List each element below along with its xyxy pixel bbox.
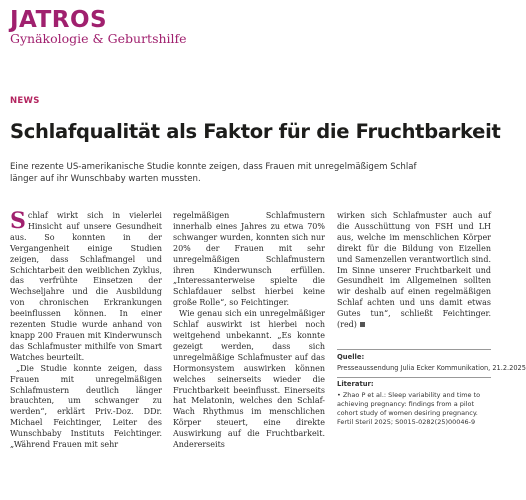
article-lead: Eine rezente US-amerikanische Studie konnte zeigen, dass Frauen mit unregelmäßigem Schlaf länger auf ihr Wunschbaby warten mussten. (10, 162, 417, 185)
article-column-1 (10, 208, 162, 451)
article-column-2 (173, 211, 325, 451)
paragraph (10, 208, 162, 364)
logo-subtitle: Gynäkologie & Geburtshilfe (10, 31, 187, 46)
drop-cap: S (10, 208, 26, 234)
paragraph (337, 211, 491, 331)
journal-logo (10, 7, 187, 46)
paragraph: Wie genau sich ein unregelmäßiger Schlaf auswirkt ist hierbei noch weitgehend unbekannt. „Es konnte gezeigt werden, dass sich unregelmäßige Schlafmuster auf das Hormonsystem auswirken können welches seinerseits wieder die Fruchtbarkeit beeinflusst. Einerseits hat Melatonin, welches den Schlaf-Wach Rhythmus im menschlichen Körper steuert, eine direkte Auswirkung auf die Fruchtbarkeit. Andererseits (173, 309, 325, 450)
literature-text: Zhao P et al.: Sleep variability and time to achieving pregnancy: findings from a pilot cohort study of women desiring pregnancy. Fertil Steril 2025; S0015-0282(25)00046-9 (337, 391, 481, 426)
source-divider (337, 349, 491, 350)
paragraph: „Die Studie konnte zeigen, dass Frauen mit unregelmäßigen Schlafmustern deutlich länger brauchten, um schwanger zu werden“, erklärt Priv.-Doz. DDr. Michael Feichtinger, Leiter des Wunschbaby Instituts Feichtinger. „Während Frauen mit sehr (10, 363, 162, 450)
literature-entry (337, 391, 493, 427)
source-text: Presseaussendung Julia Ecker Kommunikation, 21.2.2025 (337, 364, 526, 372)
logo-title: JATROS (10, 7, 108, 33)
article-column-3 (337, 211, 491, 331)
literature-divider (337, 377, 491, 378)
literature-label: Literatur: (337, 380, 374, 388)
section-label: NEWS (10, 96, 40, 106)
article-headline: Schlafqualität als Faktor für die Fruchtbarkeit (10, 120, 501, 143)
paragraph: regelmäßigen Schlafmustern innerhalb eines Jahres zu etwa 70% schwanger wurden, konnten sich nur 20% der Frauen mit sehr unregelmäßigen Schlafmustern ihren Kinderwunsch erfüllen. „Interessanterweise spielte die Schlafdauer selbst hierbei keine große Rolle“, so Feichtinger. (173, 211, 325, 308)
source-label: Quelle: (337, 353, 365, 361)
paragraph-text: wirken sich Schlafmuster auch auf die Ausschüttung von FSH und LH aus, welche im menschlichen Körper direkt für die Bildung von Eizellen und Samenzellen verantwortlich sind. Im Sinne unserer Fruchtbarkeit und Gesundheit im Allgemeinen sollten wir deshalb auf einen regelmäßigen Schlaf achten und uns damit etwas Gutes tun“, schließt Feichtinger. (red) (337, 211, 491, 330)
end-mark-icon (360, 322, 365, 327)
bullet-icon: • (337, 391, 341, 399)
paragraph-text: chlaf wirkt sich in vielerlei Hinsicht auf unsere Gesundheit aus. So konnten in der Vergangenheit einige Studien zeigen, dass Schlafmangel und Schichtarbeit den weiblichen Zyklus, das verfrühte Einsetzen der Wechseljahre und die Ausbildung von chronischen Erkrankungen beeinflussen können. In einer rezenten Studie wurde anhand von knapp 200 Frauen mit Kinderwunsch das Schlafmuster mithilfe von Smart Watches beurteilt. (10, 211, 162, 362)
